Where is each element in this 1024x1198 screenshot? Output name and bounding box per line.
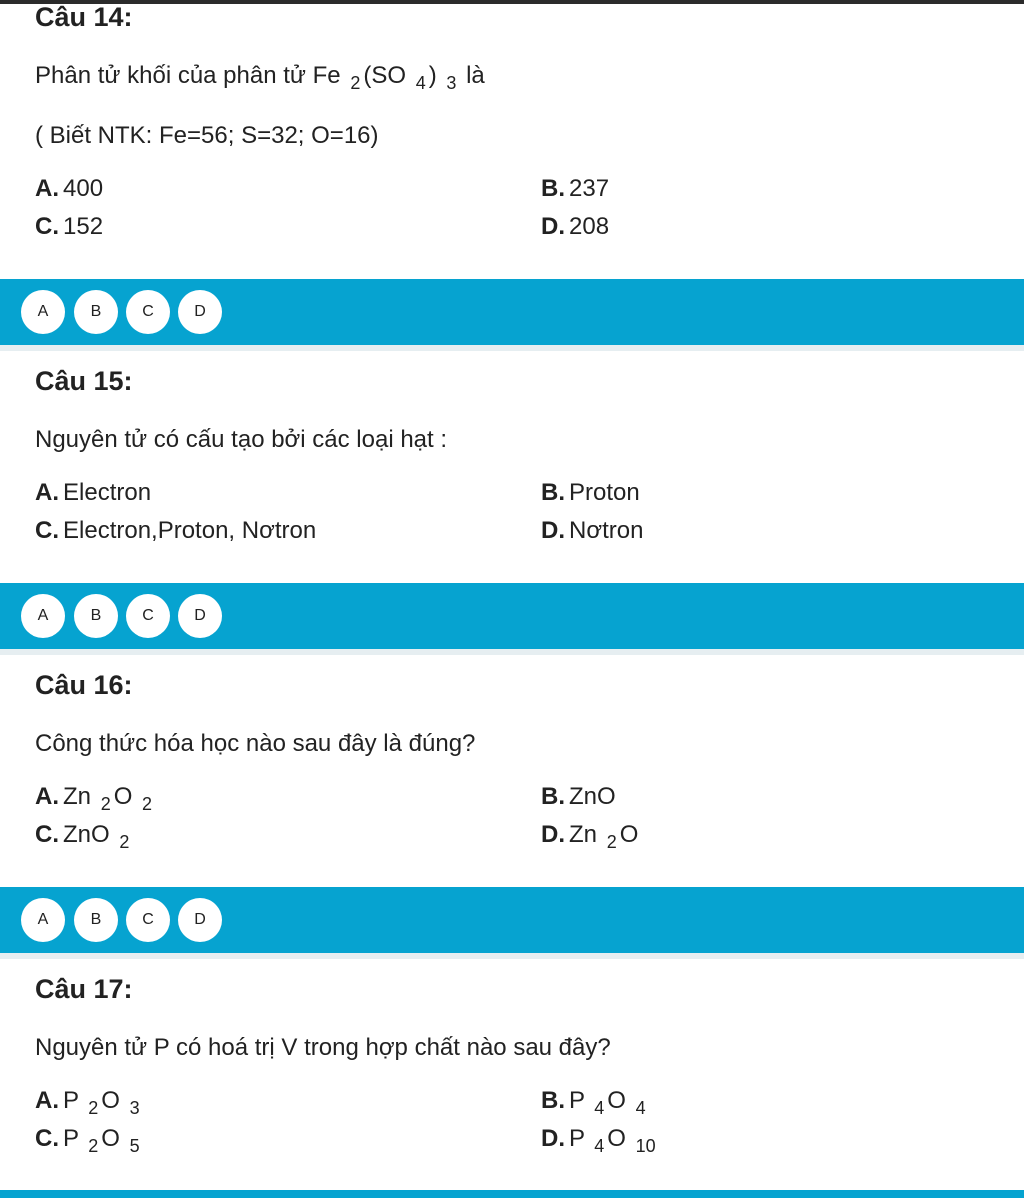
question-text: Công thức hóa học nào sau đây là đúng? [35,730,476,757]
top-divider [0,0,1024,4]
answer-button-d[interactable]: D [178,594,222,638]
answer-bar [0,279,1024,345]
divider [0,345,1024,351]
question-title: Câu 15: [35,366,133,396]
option-a: A. Electron [35,479,152,506]
answer-button-c[interactable]: C [126,594,170,638]
answer-button-a[interactable]: A [21,290,65,334]
answer-button-b[interactable]: B [74,898,118,942]
option-c: C. 152 [35,213,104,240]
question-note: ( Biết NTK: Fe=56; S=32; O=16) [35,122,379,149]
option-d: D. P $_4$ O $_{10}$ [541,1125,656,1156]
option-a: A. 400 [35,175,104,202]
option-c: C. ZnO $_2$ [35,821,130,852]
answer-button-a[interactable]: A [21,898,65,942]
question-title: Câu 16: [35,670,133,700]
question-title: Câu 17: [35,974,133,1004]
question-title: Câu 14: [35,2,133,32]
answer-button-b[interactable]: B [74,290,118,334]
option-b: B. P $_4$ O $_4$ [541,1087,646,1118]
answer-button-b[interactable]: B [74,594,118,638]
answer-button-d[interactable]: D [178,290,222,334]
option-b: B. Proton [541,479,640,506]
question-text: Nguyên tử có cấu tạo bởi các loại hạt : [35,426,448,453]
answer-button-a[interactable]: A [21,594,65,638]
option-b: B. 237 [541,175,610,202]
option-d: D. 208 [541,213,610,240]
option-d: D. Zn $_2$ O [541,821,639,852]
question-text: Nguyên tử P có hoá trị V trong hợp chất nào sau đây? [35,1034,611,1061]
option-d: D. Nơtron [541,517,644,544]
answer-bar [0,583,1024,649]
answer-button-c[interactable]: C [126,290,170,334]
option-a: A. Zn $_2$ O $_2$ [35,783,153,814]
answer-button-c[interactable]: C [126,898,170,942]
option-a: A. P $_2$ O $_3$ [35,1087,140,1118]
option-c: C. Electron,Proton, Nơtron [35,517,317,544]
answer-bar-partial [0,1190,1024,1198]
answer-button-d[interactable]: D [178,898,222,942]
divider [0,953,1024,959]
option-c: C. P $_2$ O $_5$ [35,1125,140,1156]
question-text: Phân tử khối của phân tử Fe $_2$ (SO $_4$ ) $_3$ là [35,62,485,93]
answer-bar [0,887,1024,953]
option-b: B. ZnO [541,783,616,810]
divider [0,649,1024,655]
